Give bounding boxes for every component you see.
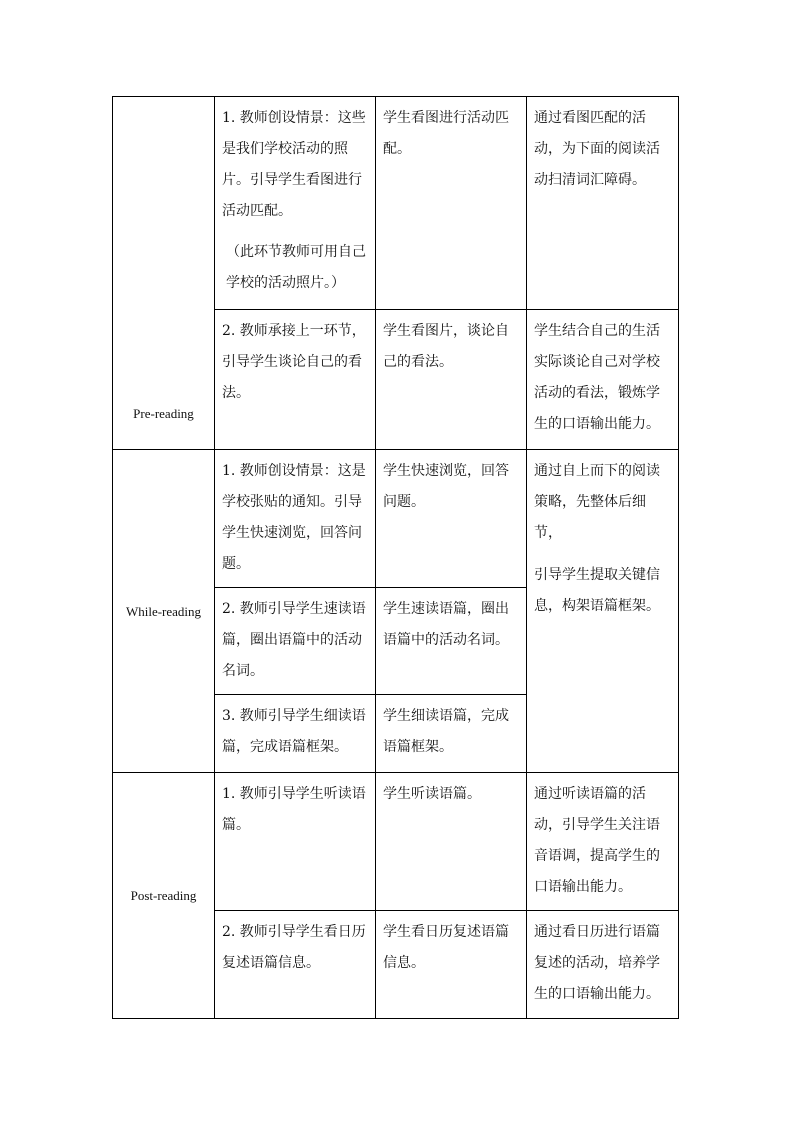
design-purpose-text: 通过自上而下的阅读策略，先整体后细节， bbox=[534, 463, 660, 541]
design-purpose: 学生结合自己的生活实际谈论自己对学校活动的看法，锻炼学生的口语输出能力。 bbox=[527, 310, 679, 450]
stage-while-reading bbox=[113, 450, 215, 773]
stage-label: Pre-reading bbox=[133, 405, 194, 421]
student-activity: 学生看图片，谈论自己的看法。 bbox=[376, 310, 527, 450]
teacher-activity: 2. 教师承接上一环节，引导学生谈论自己的看法。 bbox=[215, 310, 376, 450]
student-activity: 学生看图进行活动匹配。 bbox=[376, 97, 527, 310]
teacher-activity: 1. 教师引导学生听读语篇。 bbox=[215, 773, 376, 911]
teacher-activity: 2. 教师引导学生速读语篇，圈出语篇中的活动名词。 bbox=[215, 588, 376, 695]
table-row bbox=[113, 773, 679, 911]
table-row bbox=[113, 97, 679, 310]
design-purpose bbox=[527, 450, 679, 773]
teacher-activity bbox=[215, 97, 376, 310]
teacher-note: （此环节教师可用自己学校的活动照片。） bbox=[226, 244, 366, 291]
lesson-plan-table bbox=[112, 96, 679, 1019]
stage-post-reading bbox=[113, 773, 215, 1019]
teacher-activity: 3. 教师引导学生细读语篇，完成语篇框架。 bbox=[215, 695, 376, 773]
teacher-activity: 1. 教师创设情景：这是学校张贴的通知。引导学生快速浏览，回答问题。 bbox=[215, 450, 376, 588]
teacher-activity: 2. 教师引导学生看日历复述语篇信息。 bbox=[215, 911, 376, 1019]
teacher-activity-text: 1. 教师创设情景：这些是我们学校活动的照片。引导学生看图进行活动匹配。 bbox=[222, 110, 366, 219]
design-purpose: 通过听读语篇的活动，引导学生关注语音语调，提高学生的口语输出能力。 bbox=[527, 773, 679, 911]
design-purpose: 通过看日历进行语篇复述的活动，培养学生的口语输出能力。 bbox=[527, 911, 679, 1019]
stage-label: While-reading bbox=[125, 603, 202, 619]
stage-label: Post-reading bbox=[130, 888, 197, 903]
table-row bbox=[113, 450, 679, 588]
student-activity: 学生听读语篇。 bbox=[376, 773, 527, 911]
student-activity: 学生快速浏览，回答问题。 bbox=[376, 450, 527, 588]
student-activity: 学生速读语篇，圈出语篇中的活动名词。 bbox=[376, 588, 527, 695]
student-activity: 学生看日历复述语篇信息。 bbox=[376, 911, 527, 1019]
stage-pre-reading bbox=[113, 97, 215, 450]
student-activity: 学生细读语篇，完成语篇框架。 bbox=[376, 695, 527, 773]
design-purpose-text: 引导学生提取关键信息，构架语篇框架。 bbox=[534, 567, 660, 614]
design-purpose: 通过看图匹配的活动，为下面的阅读活动扫清词汇障碍。 bbox=[527, 97, 679, 310]
